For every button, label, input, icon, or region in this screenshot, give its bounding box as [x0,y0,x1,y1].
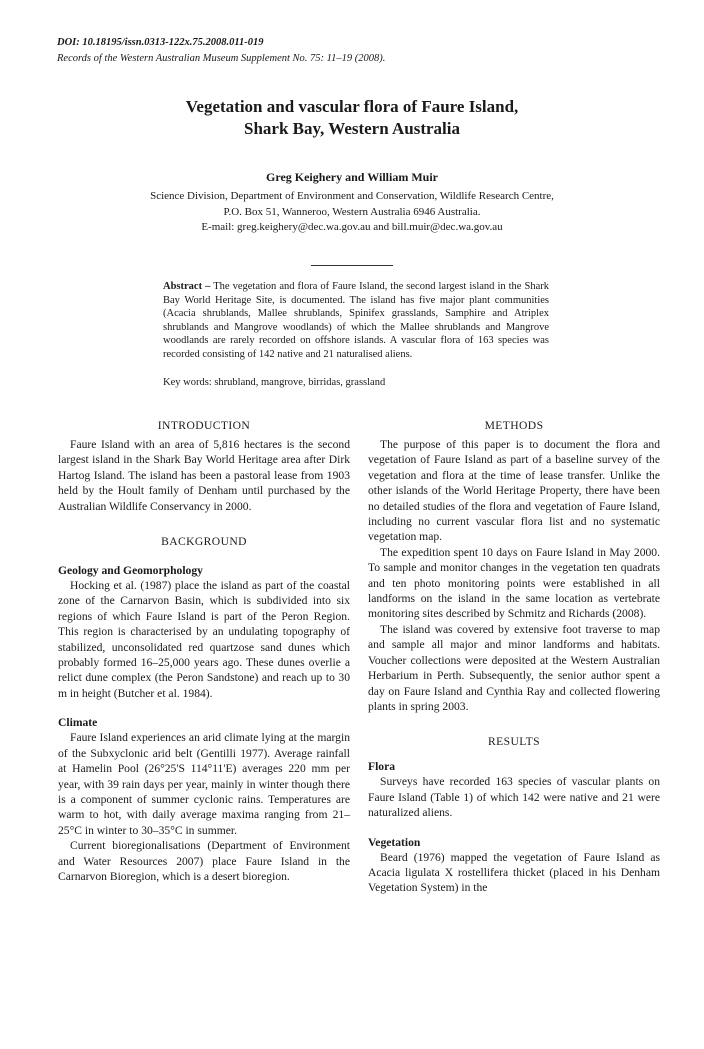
affiliation [100,189,604,236]
introduction-paragraph: Faure Island with an area of 5,816 hectares is the second largest island in the Shark Bay World Heritage area after Dirk Hartog Island. The island has been a pastoral lease from 1903 held by the Hoult family of Denham until purchased by the Australian Wildlife Conservancy in 2000. [58,438,350,513]
flora-paragraph: Surveys have recorded 163 species of vascular plants on Faure Island (Table 1) of which 142 were native and 21 were naturalized aliens. [368,775,660,820]
geology-paragraph: Hocking et al. (1987) place the island as part of the coastal zone of the Carnarvon Basin, which is subdivided into six regions of which Faure Island is part of the Peron Region. This region is characterised by an undulating topography of stabilized, unconsolidated red quartzose sand dunes which probably formed 16–25,000 years ago. These dunes overlie a relict dune complex (the Peron Sandstone) and reach up to 30 m in height (Butcher et al. 1984). [58,579,350,700]
left-column [58,418,350,884]
keywords: Key words: shrubland, mangrove, birridas, grassland [163,377,386,388]
authors: Greg Keighery and William Muir [266,170,438,184]
title-line: Vegetation and vascular flora of Faure Island, [185,97,519,116]
methods-paragraph: The purpose of this paper is to document the flora and vegetation of Faure Island as part of a baseline survey of the vegetation and flora at the time of lease transfer. Unlike the other islands of the World Heritage Property, there have been no detailed studies of the flora and vegetation of Faure Island, including no current vascular flora list and no systematic vegetation map. [368,438,660,544]
section-divider [311,265,393,266]
heading-geology: Geology and Geomorphology [58,564,203,578]
methods-paragraph: The expedition spent 10 days on Faure Island in May 2000. To sample and monitor changes in the vegetation ten quadrats and ten photo monitoring points were established in all landforms on the island in the same location as vertebrate monitoring sites described by Schmitz and Richards (2008). [368,545,660,621]
bioregion-paragraph: Current bioregionalisations (Department of Environment and Water Resources 2007) place Faure Island in the Carnarvon Bioregion, which is a desert bioregion. [58,839,350,883]
heading-results: RESULTS [488,735,540,749]
heading-introduction: INTRODUCTION [157,419,251,432]
abstract [163,280,549,361]
methods-paragraph: The island was covered by extensive foot traverse to map and sample all major and minor landforms and habitats. Voucher collections were deposited at the Western Australian Herbarium in Perth. Subsequently, the senior author spent a day on Faure Island and Cynthia Ray and collected flowering plants in spring 2003. [368,622,660,713]
abstract-text: The vegetation and flora of Faure Island, the second largest island in the Shark Bay World Heritage Site, is documented. The island has five major plant communities (Acacia shrublands, Mallee shrublands, Spinifex grasslands, Samphire and Atriplex shrublands and Mangrove woodlands) of which the Mallee shrublands and Mangrove woodlands are rarely recorded on offshore islands. A vascular flora of 163 species was recorded consisting of 142 native and 21 naturalised aliens. [163,281,549,360]
affiliation-line: Science Division, Department of Environment and Conservation, Wildlife Research Centre, [150,190,554,202]
abstract-lead: Abstract – [163,281,211,292]
heading-methods: METHODS [484,419,544,432]
heading-climate: Climate [58,716,98,730]
paper-title [100,96,604,140]
heading-vegetation: Vegetation [368,835,421,849]
vegetation-paragraph: Beard (1976) mapped the vegetation of Faure Island as Acacia ligulata X rostellifera thicket (placed in his Denham Vegetation System) in the [368,850,660,895]
affiliation-email: E-mail: greg.keighery@dec.wa.gov.au and bill.muir@dec.wa.gov.au [201,221,503,233]
right-column [368,418,660,896]
heading-background: BACKGROUND [161,535,247,549]
heading-flora: Flora [368,760,396,774]
title-line: Shark Bay, Western Australia [244,119,460,138]
doi-line: DOI: 10.18195/issn.0313-122x.75.2008.011-019 [57,37,264,48]
climate-paragraph: Faure Island experiences an arid climate lying at the margin of the Subxyclonic arid belt (Gentilli 1977). Average rainfall at Hamelin Pool (26°25'S 114°11'E) averages 220 mm per year, with 39 rain days per year, mainly in winter though there is a component of summer cyclonic rains. Temperatures are warm to hot, with daily average maxima ranging from 21–25°C in winter to 30–35°C in summer. [58,731,350,837]
journal-citation: Records of the Western Australian Museum Supplement No. 75: 11–19 (2008). [57,53,386,64]
affiliation-line: P.O. Box 51, Wanneroo, Western Australia 6946 Australia. [223,205,481,218]
